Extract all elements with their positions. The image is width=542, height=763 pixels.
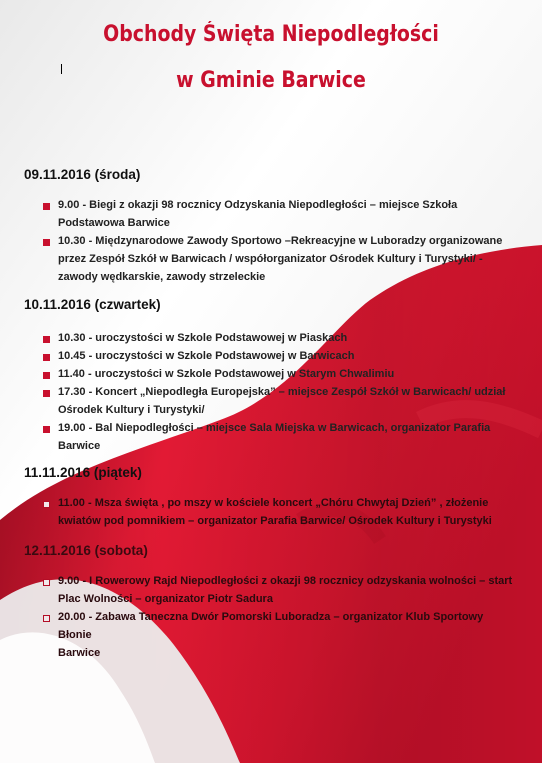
day-heading: 10.11.2016 (czwartek) (24, 297, 161, 312)
event-line: 11.40 - uroczystości w Szkole Podstawowej w Starym Chwalimiu (58, 368, 395, 380)
event-line: Barwice (58, 440, 101, 452)
page-title: Obchody Święta Niepodległości (103, 22, 439, 47)
event-line: 17.30 - Koncert „Niepodległa Europejska” – miejsce Zespół Szkół w Barwicach/ udział (58, 386, 506, 398)
event-item (58, 365, 518, 383)
bullet-icon (43, 579, 50, 586)
event-line: Ośrodek Kultury i Turystyki/ (58, 404, 205, 416)
bullet-icon (43, 239, 50, 246)
bullet-icon (43, 354, 50, 361)
event-line: przez Zespół Szkół w Barwicach / współorganizator Ośrodek Kultury i Turystyki/ - (58, 253, 483, 265)
event-item (58, 608, 518, 662)
event-line: 9.00 - I Rowerowy Rajd Niepodległości z okazji 98 rocznicy odzyskania wolności – start (58, 575, 513, 587)
event-line: 11.00 - Msza święta , po mszy w kościele koncert „Chóru Chwytaj Dzień” , złożenie (58, 497, 489, 509)
event-line: 19.00 - Bal Niepodległości – miejsce Sala Miejska w Barwicach, organizator Parafia (58, 422, 491, 434)
bullet-icon (43, 426, 50, 433)
bullet-icon (43, 203, 50, 210)
page-subtitle: w Gminie Barwice (176, 68, 366, 93)
day-heading: 11.11.2016 (piątek) (24, 465, 142, 480)
event-item (58, 232, 518, 286)
event-item (58, 347, 518, 365)
event-item (58, 383, 518, 419)
event-line: 10.30 - Międzynarodowe Zawody Sportowo –Rekreacyjne w Luboradzy organizowane (58, 235, 503, 247)
event-item (58, 329, 518, 347)
event-line: Podstawowa Barwice (58, 217, 170, 229)
event-item (58, 494, 518, 530)
event-line: kwiatów pod pomnikiem – organizator Parafia Barwice/ Ośrodek Kultury i Turystyki (58, 515, 492, 527)
bullet-icon (43, 372, 50, 379)
event-line: 10.45 - uroczystości w Szkole Podstawowej w Barwicach (58, 350, 355, 362)
event-line: 9.00 - Biegi z okazji 98 rocznicy Odzyskania Niepodległości – miejsce Szkoła (58, 199, 458, 211)
event-item (58, 419, 518, 455)
event-item (58, 572, 518, 608)
event-line: 20.00 - Zabawa Taneczna Dwór Pomorski Luboradza – organizator Klub Sportowy Błonie (58, 611, 484, 641)
bullet-icon (43, 501, 50, 508)
bullet-icon (43, 336, 50, 343)
event-item (58, 196, 518, 232)
day-heading: 09.11.2016 (środa) (24, 167, 141, 182)
event-line: zawody wędkarskie, zawody strzeleckie (58, 271, 266, 283)
event-line: Plac Wolności – organizator Piotr Sadura (58, 593, 273, 605)
event-line: Barwice (58, 647, 101, 659)
bullet-icon (43, 390, 50, 397)
event-line: 10.30 - uroczystości w Szkole Podstawowej w Piaskach (58, 332, 348, 344)
bullet-icon (43, 615, 50, 622)
day-heading: 12.11.2016 (sobota) (24, 543, 148, 558)
